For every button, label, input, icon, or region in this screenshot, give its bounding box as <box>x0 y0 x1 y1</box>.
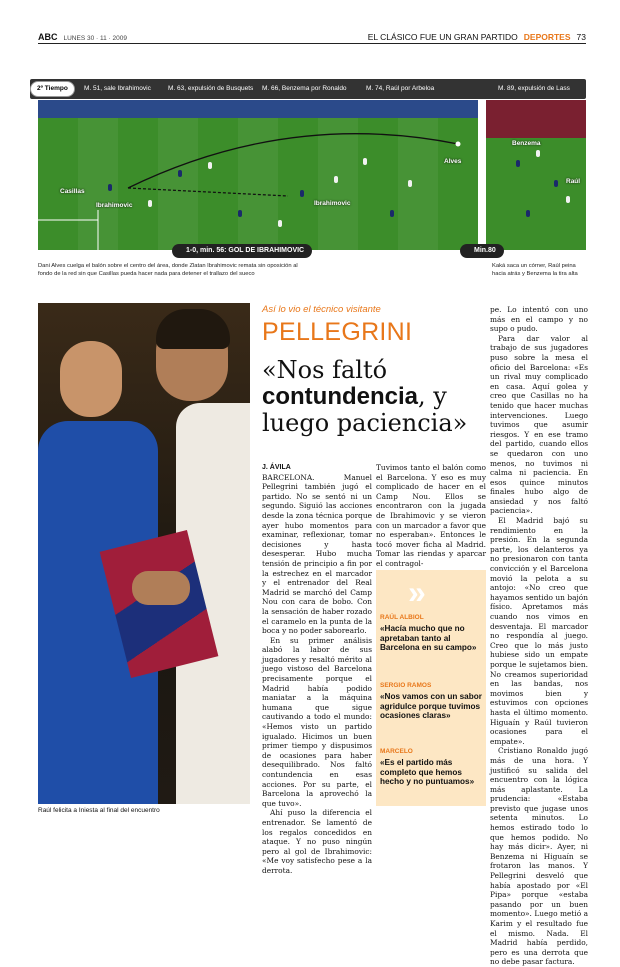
quote-text: «Hacía mucho que no apretaban tanto al Barcelona en su campo» <box>380 624 477 653</box>
graphic-caption: Dani Alves cuelga el balón sobre el centro del área, donde Zlatan Ibrahimovic remata sin oposición al fondo de la red sin que Casillas pueda hacer nada para detener el trallazo del sueco <box>38 263 298 277</box>
paragraph: En su primer análisis alabó la labor de sus jugadores y resaltó mérito al juego vistoso del Barcelona precisamente porque el Madrid había podido maniatar a la máquina humana que sigue cautivando a todo el mundo: «Hemos visto un partido igualado. Hicimos un buen primer tiempo y dispusimos de ocasiones para haber desequilibrado. Nos faltó contundencia en esas acciones. Por su parte, el Barcelona la aprovechó la que tuvo». <box>262 635 372 808</box>
quote-author: MARCELO <box>380 748 413 755</box>
hair <box>156 309 230 349</box>
paragraph: BARCELONA. Manuel Pellegrini también jugó el partido. No se sentó ni un segundo. Siguió las acciones desde la zona técnica porque ayer hubo momentos para examinar, reflexionar, tomar decisiones y hasta desesperar. Hubo mucha tensión de principio a fin por la estrechez en el marcador y el entrenador del Real Madrid se marchó del Camp Nou con cara de bobo. Con la sensación de haber rozado el caramelo en la punta de la boca y no poder saborearlo. <box>262 472 372 636</box>
article-name: PELLEGRINI <box>262 318 413 346</box>
paragraph: Cristiano Ronaldo jugó más de una hora. Y justificó su salida del encuentro con la lógica más aplastante. La prudencia: «Estaba previsto que jugase unos setenta minutos. Lo hemos estirado todo lo que hemos podido. No hay más dicir». Ayer, ni Benzema ni Higuaín se frotaron las manos. Y Pellegrini desveló que había apostado por «El Pipa» porque «estaba pasando por un buen momento». Luego metió a Karim y el resultado fue el mismo. Nada. El Madrid había perdido, pero es una derrota que no debe pasar factura. <box>490 746 588 967</box>
players-photo <box>38 303 250 804</box>
minute-banner: Min.80 <box>460 244 504 258</box>
quote-author: SERGIO RAMOS <box>380 682 432 689</box>
player-label: Alves <box>444 158 462 165</box>
hand <box>132 571 190 605</box>
crowd <box>486 100 586 138</box>
header-date: LUNES 30 · 11 · 2009 <box>63 35 127 42</box>
section-label: DEPORTES <box>523 32 571 42</box>
chevron-icon: » <box>408 574 426 610</box>
timeline-event: M. 63, expulsión de Busquets <box>168 85 254 92</box>
timeline-event: M. 66, Benzema por Ronaldo <box>262 85 347 92</box>
play-path <box>38 100 478 250</box>
paragraph: El Madrid bajó su rendimiento en la presión. En la segunda parte, los delanteros ya no presionaron con tanta convicción y el Barcelona movió la pelota a su antojo: «No creo que hayamos sentido un bajón físico. Apretamos más cuando nos vimos en desventaja. El marcador no respondía al juego. Creo que lo más justo hubiese sido un empate porque le sujetamos bien. No creamos superioridad en las bandas, nos movimos bien y estuvimos con opciones hasta el último momento. Higuaín y Raúl tuvieron ocasiones para el empate». <box>490 516 588 746</box>
player-label: Casillas <box>60 188 85 195</box>
quote-author: RAÚL ALBIOL <box>380 614 424 621</box>
article-headline: «Nos faltó contundencia, y luego paciencia» <box>262 356 468 437</box>
brand-logo: ABC <box>38 32 58 42</box>
quote-text: «Nos vamos con un sabor agridulce porque tuvimos ocasiones claras» <box>380 692 482 721</box>
goal-banner: 1-0, min. 56: GOL DE IBRAHIMOVIC <box>172 244 312 258</box>
timeline-half: 2º Tiempo <box>30 81 75 97</box>
player-label: Ibrahimovic <box>96 202 133 209</box>
pitch-main <box>38 100 478 250</box>
pitch-corner <box>486 100 586 250</box>
page-number: 73 <box>576 32 586 42</box>
graphic-caption: Kaká saca un córner, Raúl peina hacia atrás y Benzema la tira alta <box>492 263 578 277</box>
player-label: Ibrahimovic <box>314 200 351 207</box>
match-graphic <box>0 72 620 260</box>
article-column-1 <box>262 463 372 876</box>
article-column-2 <box>376 463 486 569</box>
article-column-3 <box>490 305 588 967</box>
timeline-event: M. 51, sale Ibrahimovic <box>84 85 151 92</box>
quotes-box <box>376 570 486 806</box>
page-header <box>38 30 586 44</box>
quote-text: «Es el partido más completo que hemos hecho y no puntuamos» <box>380 758 475 787</box>
article-kicker: Así lo vio el técnico visitante <box>262 304 381 315</box>
photo-caption: Raúl felicita a Iniesta al final del encuentro <box>38 807 160 814</box>
paragraph: Tuvimos tanto el balón como el Barcelona. Y eso es muy complicado de hacer en el Camp Nou. Ellos se encontraron con la jugada de Ibrahimovic y se vieron con un marcador a favor que no esperaban». Entonces le tocó mover ficha al Madrid. Tomar las riendas y aparcar el contragol- <box>376 463 486 568</box>
header-left <box>38 32 127 43</box>
header-title: EL CLÁSICO FUE UN GRAN PARTIDO <box>367 32 518 42</box>
header-right <box>368 32 586 42</box>
timeline-bar <box>30 79 586 99</box>
timeline-event: M. 89, expulsión de Lass <box>498 85 570 92</box>
player-label: Raúl <box>566 178 581 185</box>
timeline-event: M. 74, Raúl por Arbeloa <box>366 85 435 92</box>
player-label: Benzema <box>512 140 541 147</box>
byline: J. ÁVILA <box>262 464 291 471</box>
paragraph: Para dar valor al trabajo de sus jugadores puso sobre la mesa el oficio del Barcelona: «Es un rival muy complicado en casa. Aquí golea y creo que Casillas no ha tenido que hacer muchas intervenciones. Luego tuvimos que asumir riesgos. Y en ese tramo del partido, cuando ellos se quedaron con uno menos, no tuvimos ni calma ni paciencia. En esos quince minutos finales hubo algo de ansiedad y nos faltó paciencia». <box>490 333 588 516</box>
paragraph: Ahí puso la diferencia el entrenador. Se lamentó de los regalos concedidos en ataque. Y no puso ningún pero al gol de Ibrahimovic: «Me voy satisfecho pese a la derrota. <box>262 808 372 875</box>
paragraph: pe. Lo intentó con uno más en el campo y no supo o pudo. <box>490 305 588 334</box>
face <box>60 341 122 417</box>
headline-emphasis: contundencia <box>262 383 419 410</box>
